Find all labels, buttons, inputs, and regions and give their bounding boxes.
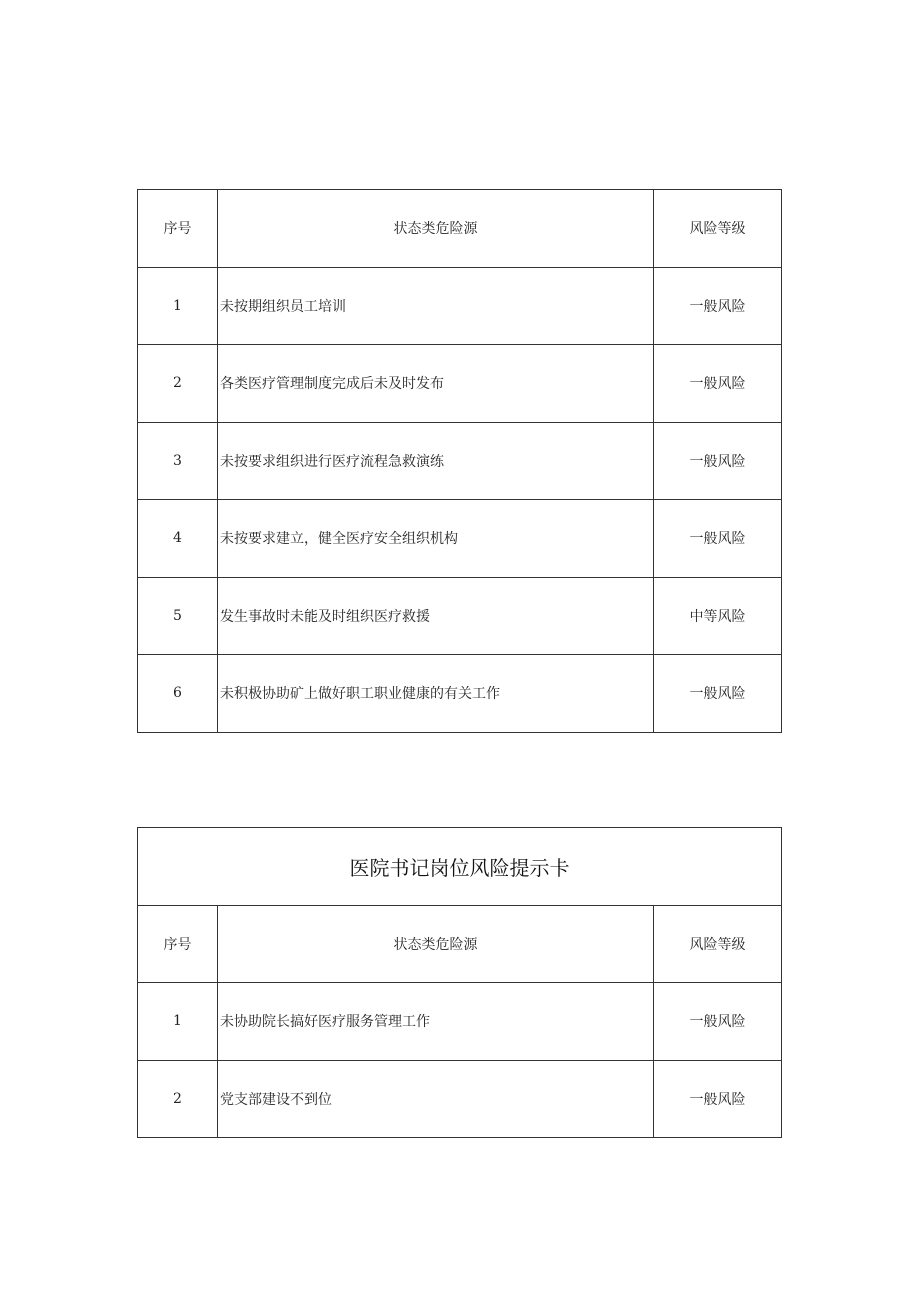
row-source: 发生事故时未能及时组织医疗救援 xyxy=(218,577,654,655)
row-source: 未按要求组织进行医疗流程急救演练 xyxy=(218,422,654,500)
table-row xyxy=(138,655,782,733)
row-level: 一般风险 xyxy=(654,267,782,345)
header-no: 序号 xyxy=(138,190,218,268)
row-level: 一般风险 xyxy=(654,345,782,423)
row-source: 各类医疗管理制度完成后未及时发布 xyxy=(218,345,654,423)
row-no: 4 xyxy=(138,500,218,578)
row-level: 一般风险 xyxy=(654,655,782,733)
table-row xyxy=(138,1060,782,1138)
row-level: 中等风险 xyxy=(654,577,782,655)
table-row xyxy=(138,577,782,655)
row-no: 1 xyxy=(138,983,218,1061)
table-row xyxy=(138,500,782,578)
row-no: 2 xyxy=(138,1060,218,1138)
row-no: 5 xyxy=(138,577,218,655)
risk-table-1 xyxy=(137,189,782,733)
row-no: 2 xyxy=(138,345,218,423)
row-level: 一般风险 xyxy=(654,983,782,1061)
table-title-row xyxy=(138,828,782,906)
table-header-row xyxy=(138,190,782,268)
table-row xyxy=(138,345,782,423)
row-no: 3 xyxy=(138,422,218,500)
row-level: 一般风险 xyxy=(654,1060,782,1138)
row-source: 党支部建设不到位 xyxy=(218,1060,654,1138)
table-row xyxy=(138,267,782,345)
risk-table-2 xyxy=(137,827,782,1138)
row-source: 未按要求建立，健全医疗安全组织机构 xyxy=(218,500,654,578)
row-level: 一般风险 xyxy=(654,422,782,500)
table-title: 医院书记岗位风险提示卡 xyxy=(138,828,782,906)
table-row xyxy=(138,422,782,500)
header-no: 序号 xyxy=(138,905,218,983)
row-level: 一般风险 xyxy=(654,500,782,578)
row-source: 未积极协助矿上做好职工职业健康的有关工作 xyxy=(218,655,654,733)
table-header-row xyxy=(138,905,782,983)
row-no: 6 xyxy=(138,655,218,733)
row-no: 1 xyxy=(138,267,218,345)
header-level: 风险等级 xyxy=(654,190,782,268)
header-source: 状态类危险源 xyxy=(218,190,654,268)
header-level: 风险等级 xyxy=(654,905,782,983)
header-source: 状态类危险源 xyxy=(218,905,654,983)
row-source: 未按期组织员工培训 xyxy=(218,267,654,345)
row-source: 未协助院长搞好医疗服务管理工作 xyxy=(218,983,654,1061)
table-row xyxy=(138,983,782,1061)
